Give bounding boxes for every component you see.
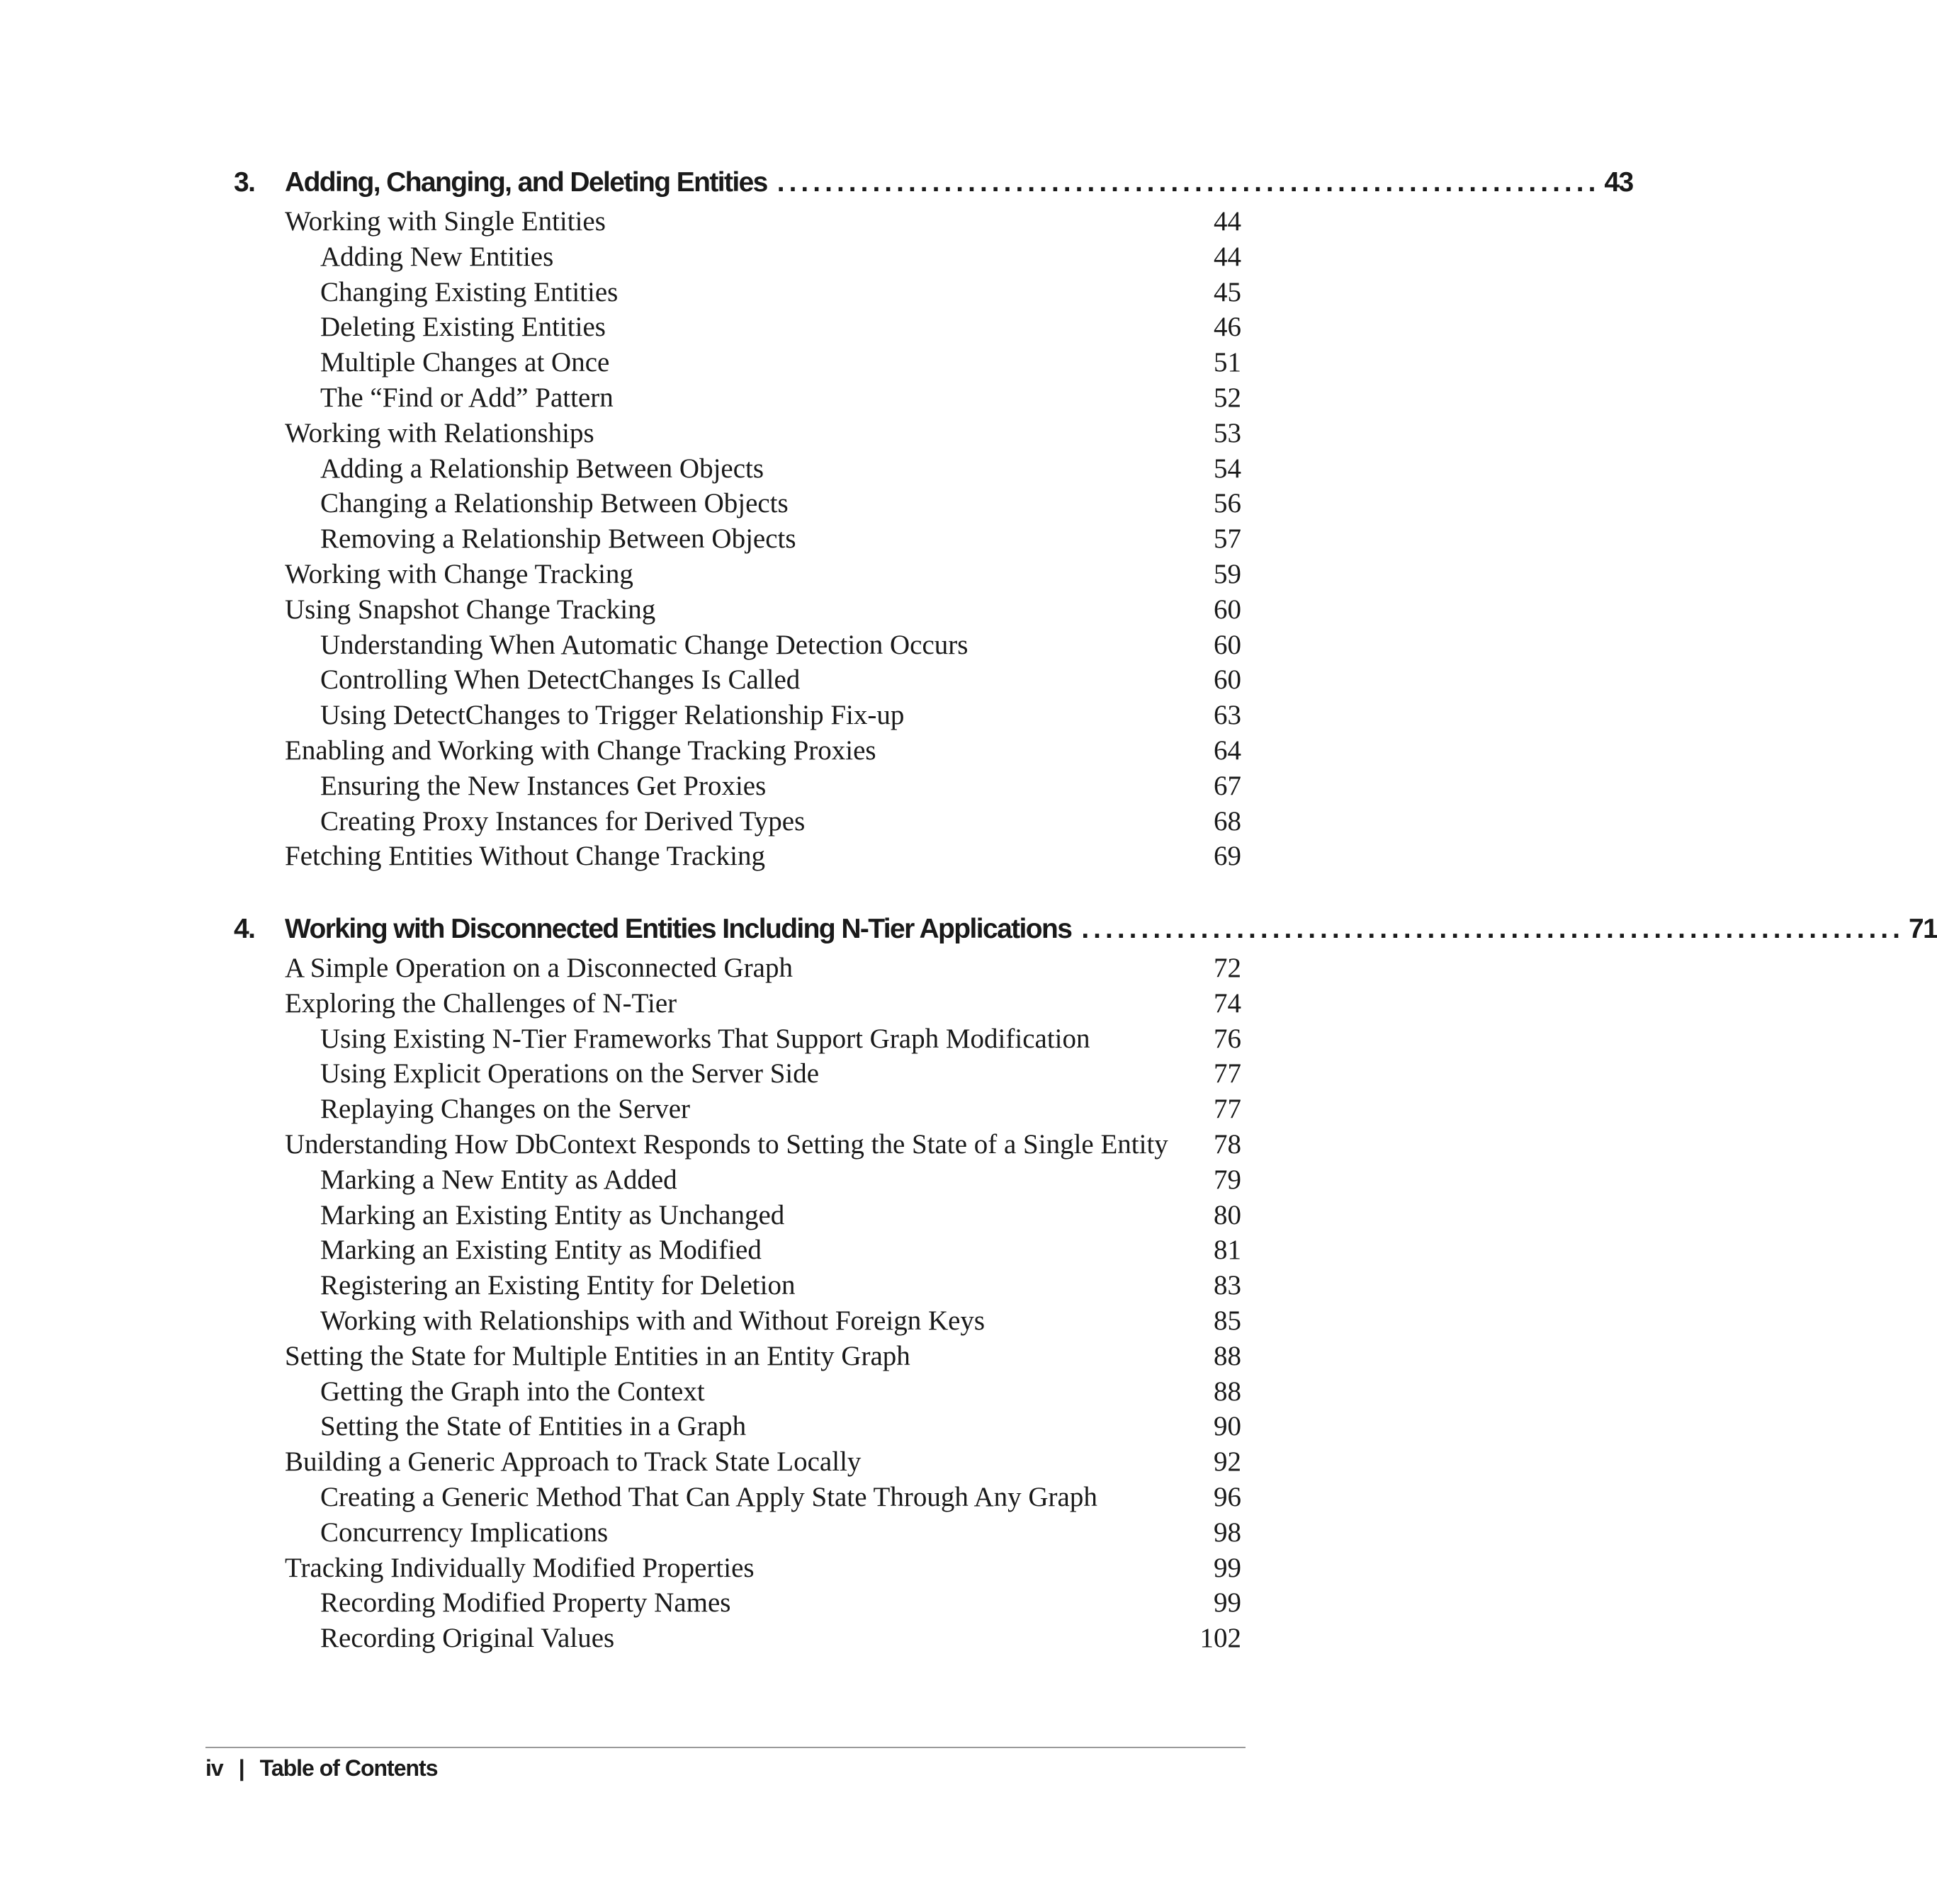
entry-title: Working with Relationships [285,417,594,448]
chapter-page-number: 71 [1908,914,1937,944]
entry-title: Working with Change Tracking [285,558,633,589]
entry-page-number: 45 [1214,276,1241,307]
entry-page-number: 53 [1214,417,1241,448]
toc-subsection-entry[interactable] [285,628,1241,663]
entry-page-number: 99 [1214,1552,1241,1583]
toc-section-entry[interactable] [285,204,1241,239]
entry-page-number: 69 [1214,841,1241,872]
entry-page-number: 60 [1214,664,1241,696]
entry-title: Fetching Entities Without Change Tracking [285,841,766,872]
entry-title: Setting the State of Entities in a Graph [320,1411,747,1442]
toc-subsection-entry[interactable] [285,239,1241,275]
toc-section-entry[interactable] [285,416,1241,451]
toc-subsection-entry[interactable] [285,1480,1241,1515]
footer-separator: | [238,1755,244,1781]
entry-title: Recording Modified Property Names [320,1587,731,1619]
entry-title: The “Find or Add” Pattern [320,382,614,413]
chapter-title: Adding, Changing, and Deleting Entities [285,167,767,198]
entry-title: Deleting Existing Entities [320,312,606,343]
entry-title: Exploring the Challenges of N-Tier [285,987,677,1019]
entry-page-number: 57 [1214,523,1241,555]
entry-title: Recording Original Values [320,1623,615,1654]
entry-page-number: 60 [1214,594,1241,625]
entry-page-number: 98 [1214,1517,1241,1548]
entry-title: Understanding When Automatic Change Detection Occurs [320,629,968,660]
entry-title: Understanding How DbContext Responds to Setting the State of a Single Entity [285,1128,1168,1160]
chapter-heading[interactable] [234,900,1937,951]
entry-title: Setting the State for Multiple Entities in an Entity Graph [285,1340,910,1371]
toc-subsection-entry[interactable] [285,1268,1241,1303]
entry-page-number: 54 [1214,453,1241,484]
entry-title: Concurrency Implications [320,1517,609,1548]
entry-title: Working with Relationships with and Without Foreign Keys [320,1305,986,1336]
toc-section-entry[interactable] [285,733,1241,769]
entry-page-number: 77 [1214,1058,1241,1089]
entry-page-number: 67 [1214,770,1241,801]
chapter-page-number: 43 [1604,167,1633,198]
entry-page-number: 63 [1214,700,1241,731]
entry-page-number: 83 [1214,1270,1241,1301]
entry-title: A Simple Operation on a Disconnected Graph [285,953,793,983]
entry-page-number: 96 [1214,1481,1241,1512]
entry-title: Replaying Changes on the Server [320,1094,691,1125]
toc-subsection-entry[interactable] [285,662,1241,698]
entry-page-number: 44 [1214,206,1241,237]
entry-page-number: 77 [1214,1094,1241,1125]
toc-subsection-entry[interactable] [285,310,1241,345]
entry-title: Adding a Relationship Between Objects [320,453,764,484]
entry-page-number: 74 [1214,987,1241,1019]
entry-page-number: 90 [1214,1411,1241,1442]
toc-subsection-entry[interactable] [285,451,1241,487]
toc-subsection-entry[interactable] [285,345,1241,380]
toc-subsection-entry[interactable] [285,804,1241,839]
entry-page-number: 88 [1214,1376,1241,1407]
toc-subsection-entry[interactable] [285,1303,1241,1339]
toc-subsection-entry[interactable] [285,486,1241,521]
entry-title: Controlling When DetectChanges Is Called [320,664,801,696]
entry-title: Getting the Graph into the Context [320,1376,705,1407]
toc-subsection-entry[interactable] [285,521,1241,557]
toc-section-entry[interactable] [285,839,1241,874]
entry-page-number: 88 [1214,1340,1241,1371]
entry-title: Using Snapshot Change Tracking [285,594,656,625]
entry-page-number: 78 [1214,1128,1241,1160]
entry-page-number: 60 [1214,629,1241,660]
toc-section-entry[interactable] [285,1127,1241,1162]
toc-subsection-entry[interactable] [285,1021,1241,1057]
toc-subsection-entry[interactable] [285,1162,1241,1198]
chapter-number: 4. [234,914,255,944]
entry-page-number: 59 [1214,558,1241,589]
entry-title: Creating a Generic Method That Can Apply State Through Any Graph [320,1481,1097,1512]
entry-title: Using Existing N-Tier Frameworks That Support Graph Modification [320,1023,1090,1054]
toc-section-entry[interactable] [285,951,1241,986]
toc-subsection-entry[interactable] [285,769,1241,804]
entry-title: Adding New Entities [320,241,554,272]
entry-page-number: 80 [1214,1199,1241,1230]
page-footer [205,1755,437,1781]
toc-subsection-entry[interactable] [285,1198,1241,1233]
entry-page-number: 92 [1214,1446,1241,1478]
toc-subsection-entry[interactable] [285,698,1241,733]
entry-title: Removing a Relationship Between Objects [320,523,796,555]
entry-page-number: 64 [1214,735,1241,766]
entry-page-number: 68 [1214,805,1241,837]
footer-divider [205,1747,1246,1748]
chapter-3-section [234,153,1633,874]
chapter-entries [285,951,1241,1656]
toc-subsection-entry[interactable] [285,1515,1241,1551]
entry-page-number: 44 [1214,241,1241,272]
entry-page-number: 76 [1214,1023,1241,1054]
entry-page-number: 51 [1214,347,1241,378]
toc-subsection-entry[interactable] [285,1374,1241,1410]
chapter-entries [285,204,1241,874]
leader-dots: ..................................................................... [1081,914,1904,944]
toc-subsection-entry[interactable] [285,275,1241,310]
entry-title: Changing Existing Entities [320,276,619,307]
toc-subsection-entry[interactable] [285,1585,1241,1621]
footer-section-title: Table of Contents [259,1755,438,1781]
entry-title: Creating Proxy Instances for Derived Types [320,805,806,837]
entry-page-number: 102 [1199,1623,1241,1654]
entry-page-number: 72 [1214,953,1241,983]
entry-page-number: 85 [1214,1305,1241,1336]
entry-page-number: 56 [1214,488,1241,519]
leader-dots: ..................................................................... [777,167,1600,198]
toc-section-entry[interactable] [285,592,1241,628]
entry-title: Working with Single Entities [285,206,606,237]
toc-section-entry[interactable] [285,1551,1241,1586]
entry-title: Building a Generic Approach to Track State Locally [285,1446,862,1478]
toc-subsection-entry[interactable] [285,1092,1241,1127]
toc-subsection-entry[interactable] [285,380,1241,416]
entry-page-number: 79 [1214,1164,1241,1195]
toc-section-entry[interactable] [285,986,1241,1021]
entry-title: Marking a New Entity as Added [320,1164,677,1195]
toc-subsection-entry[interactable] [285,1621,1241,1656]
entry-page-number: 52 [1214,382,1241,413]
entry-title: Using DetectChanges to Trigger Relationship Fix-up [320,700,905,731]
entry-title: Registering an Existing Entity for Deletion [320,1270,796,1301]
toc-subsection-entry[interactable] [285,1232,1241,1268]
toc-section-entry[interactable] [285,1339,1241,1374]
toc-subsection-entry[interactable] [285,1056,1241,1092]
entry-title: Ensuring the New Instances Get Proxies [320,770,767,801]
footer-page-label: iv [205,1755,223,1781]
toc-section-entry[interactable] [285,1444,1241,1480]
toc-subsection-entry[interactable] [285,1409,1241,1444]
entry-title: Enabling and Working with Change Tracking Proxies [285,735,876,766]
chapter-4-section [234,900,1937,1656]
chapter-heading[interactable] [234,153,1633,204]
entry-title: Multiple Changes at Once [320,347,610,378]
entry-page-number: 46 [1214,312,1241,343]
chapter-number: 3. [234,167,255,198]
entry-title: Marking an Existing Entity as Modified [320,1235,762,1266]
entry-page-number: 81 [1214,1235,1241,1266]
entry-title: Tracking Individually Modified Properties [285,1552,755,1583]
entry-title: Changing a Relationship Between Objects [320,488,789,519]
entry-title: Marking an Existing Entity as Unchanged [320,1199,785,1230]
toc-section-entry[interactable] [285,557,1241,592]
entry-title: Using Explicit Operations on the Server Side [320,1058,820,1089]
chapter-title: Working with Disconnected Entities Including N-Tier Applications [285,914,1072,944]
entry-page-number: 99 [1214,1587,1241,1619]
